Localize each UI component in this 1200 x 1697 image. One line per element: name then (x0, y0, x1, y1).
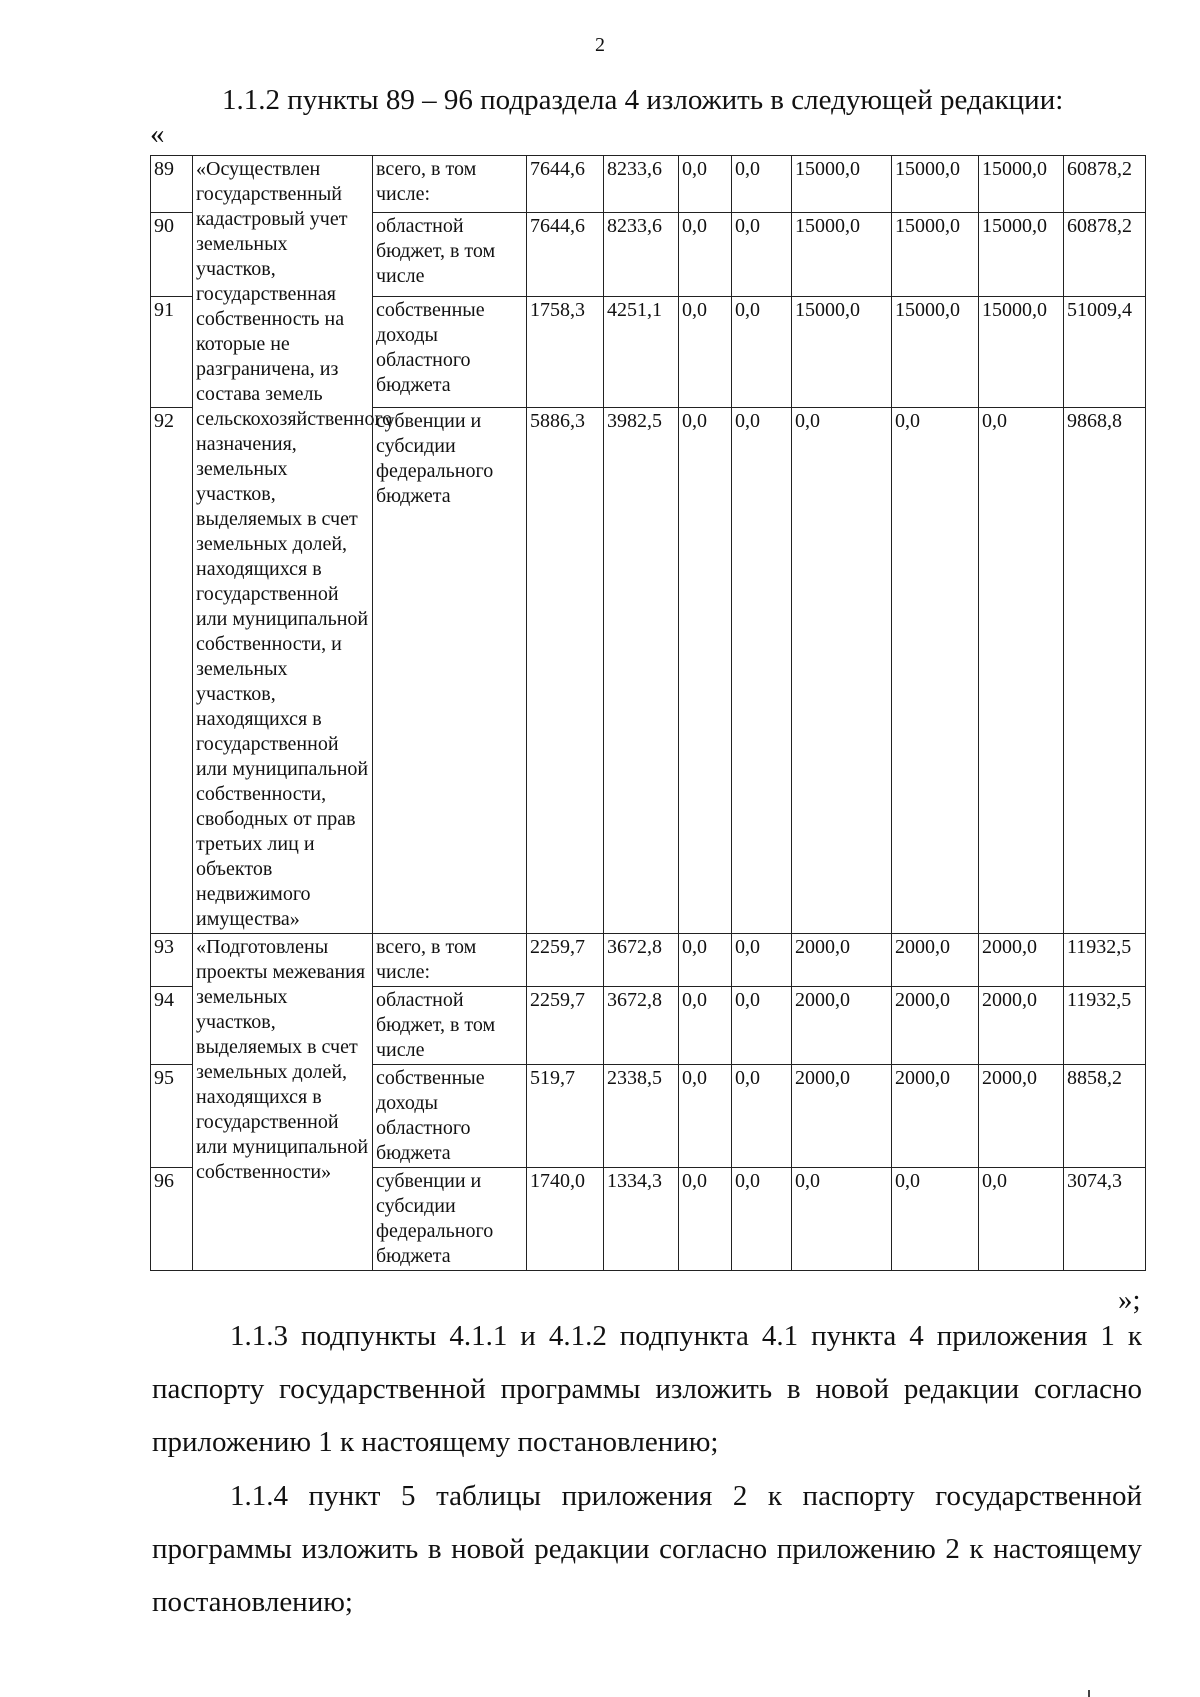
total-value: 3074,3 (1064, 1168, 1146, 1271)
row-number: 93 (151, 934, 193, 987)
row-number: 91 (151, 297, 193, 408)
year-value: 2000,0 (979, 987, 1064, 1065)
paragraph-1-1-4: 1.1.4 пункт 5 таблицы приложения 2 к паспорту государственной программы изложить в новой редакции согласно приложению 2 к настоящему постановлению; (152, 1480, 1142, 1618)
year-value: 0,0 (732, 1168, 792, 1271)
year-value: 15000,0 (792, 213, 892, 297)
row-number: 95 (151, 1065, 193, 1168)
year-value: 0,0 (679, 1065, 732, 1168)
closing-quote: »; (1118, 1284, 1141, 1316)
year-value: 15000,0 (979, 156, 1064, 213)
opening-quote: « (150, 118, 165, 150)
row-number: 94 (151, 987, 193, 1065)
year-value: 519,7 (527, 1065, 604, 1168)
row-number: 96 (151, 1168, 193, 1271)
total-value: 11932,5 (1064, 987, 1146, 1065)
year-value: 3672,8 (604, 934, 679, 987)
total-value: 51009,4 (1064, 297, 1146, 408)
year-value: 4251,1 (604, 297, 679, 408)
page-number: 2 (595, 34, 605, 56)
year-value: 2338,5 (604, 1065, 679, 1168)
total-value: 60878,2 (1064, 213, 1146, 297)
year-value: 0,0 (732, 987, 792, 1065)
funding-source: собственные доходы областного бюджета (373, 297, 527, 408)
total-value: 11932,5 (1064, 934, 1146, 987)
year-value: 15000,0 (892, 297, 979, 408)
year-value: 0,0 (979, 1168, 1064, 1271)
row-number: 90 (151, 213, 193, 297)
year-value: 2000,0 (792, 1065, 892, 1168)
year-value: 0,0 (732, 156, 792, 213)
year-value: 15000,0 (979, 213, 1064, 297)
year-value: 8233,6 (604, 156, 679, 213)
funding-source: собственные доходы областного бюджета (373, 1065, 527, 1168)
year-value: 1740,0 (527, 1168, 604, 1271)
year-value: 5886,3 (527, 408, 604, 934)
year-value: 0,0 (732, 213, 792, 297)
result-description: «Подготовлены проекты межевания земельных участков, выделяемых в счет земельных долей, находящихся в государственной или муниципальной собственности» (193, 934, 373, 1271)
year-value: 2000,0 (792, 934, 892, 987)
funding-source: субвенции и субсидии федерального бюджета (373, 408, 527, 934)
total-value: 60878,2 (1064, 156, 1146, 213)
paragraph-1-1-3: 1.1.3 подпункты 4.1.1 и 4.1.2 подпункта 4.1 пункта 4 приложения 1 к паспорту государственной программы изложить в новой редакции согласно приложению 1 к настоящему постановлению; (152, 1320, 1142, 1458)
year-value: 0,0 (792, 1168, 892, 1271)
scan-mark (1088, 1690, 1090, 1697)
year-value: 8233,6 (604, 213, 679, 297)
year-value: 15000,0 (792, 297, 892, 408)
funding-source: областной бюджет, в том числе (373, 213, 527, 297)
year-value: 2000,0 (892, 934, 979, 987)
year-value: 0,0 (679, 987, 732, 1065)
year-value: 0,0 (679, 156, 732, 213)
year-value: 0,0 (892, 1168, 979, 1271)
table-row (151, 934, 1146, 987)
year-value: 0,0 (679, 213, 732, 297)
year-value: 15000,0 (892, 156, 979, 213)
year-value: 2000,0 (979, 934, 1064, 987)
year-value: 0,0 (792, 408, 892, 934)
year-value: 15000,0 (892, 213, 979, 297)
year-value: 2000,0 (892, 987, 979, 1065)
year-value: 0,0 (679, 1168, 732, 1271)
funding-source: всего, в том числе: (373, 934, 527, 987)
year-value: 1758,3 (527, 297, 604, 408)
year-value: 3982,5 (604, 408, 679, 934)
year-value: 7644,6 (527, 156, 604, 213)
year-value: 3672,8 (604, 987, 679, 1065)
year-value: 0,0 (732, 1065, 792, 1168)
budget-table (150, 155, 1146, 1271)
result-description: «Осуществлен государственный кадастровый учет земельных участков, государственная собственность на которые не разграничена, из состава земель сельскохозяйственного назначения, земельных участков, выделяемых в счет земельных долей, находящихся в государственной или муниципальной собственности, и земельных участков, находящихся в государственной или муниципальной собственности, свободных от прав третьих лиц и объектов недвижимого имущества» (193, 156, 373, 934)
table-row (151, 156, 1146, 213)
table-body (151, 156, 1146, 1271)
year-value: 0,0 (679, 934, 732, 987)
year-value: 0,0 (892, 408, 979, 934)
year-value: 2259,7 (527, 987, 604, 1065)
funding-source: областной бюджет, в том числе (373, 987, 527, 1065)
year-value: 15000,0 (792, 156, 892, 213)
total-value: 9868,8 (1064, 408, 1146, 934)
row-number: 89 (151, 156, 193, 213)
section-heading: 1.1.2 пункты 89 – 96 подраздела 4 изложить в следующей редакции: (222, 84, 1064, 116)
year-value: 2000,0 (892, 1065, 979, 1168)
year-value: 2000,0 (792, 987, 892, 1065)
funding-source: всего, в том числе: (373, 156, 527, 213)
year-value: 0,0 (732, 297, 792, 408)
year-value: 2259,7 (527, 934, 604, 987)
year-value: 15000,0 (979, 297, 1064, 408)
funding-source: субвенции и субсидии федерального бюджета (373, 1168, 527, 1271)
total-value: 8858,2 (1064, 1065, 1146, 1168)
year-value: 0,0 (732, 408, 792, 934)
row-number: 92 (151, 408, 193, 934)
year-value: 7644,6 (527, 213, 604, 297)
year-value: 2000,0 (979, 1065, 1064, 1168)
year-value: 0,0 (679, 408, 732, 934)
year-value: 0,0 (679, 297, 732, 408)
year-value: 1334,3 (604, 1168, 679, 1271)
year-value: 0,0 (979, 408, 1064, 934)
year-value: 0,0 (732, 934, 792, 987)
